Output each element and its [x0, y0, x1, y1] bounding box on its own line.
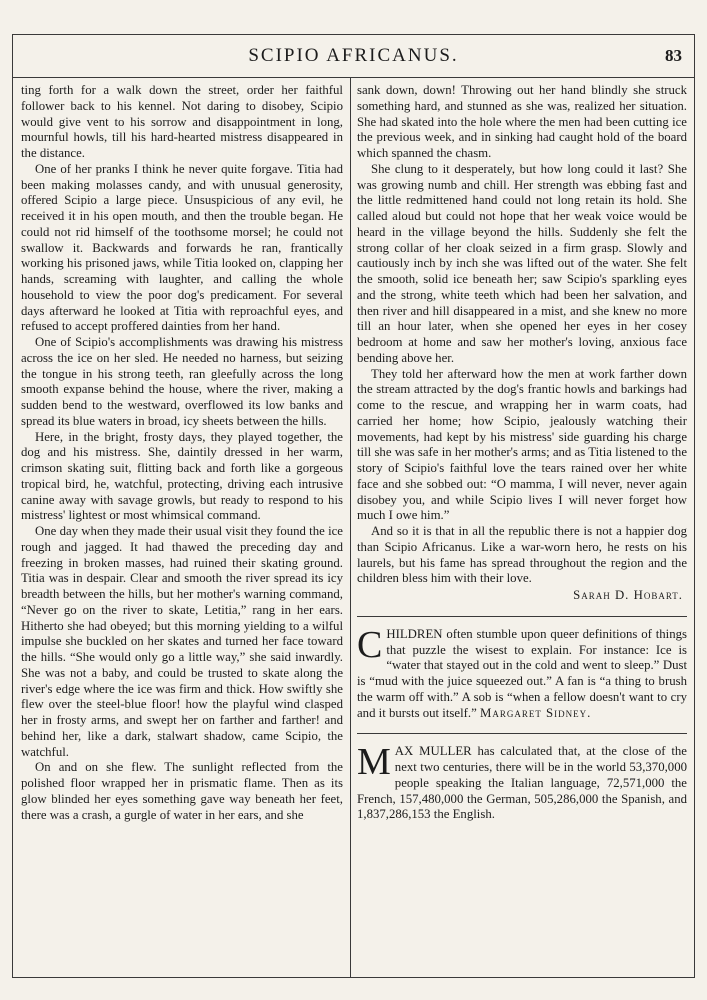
page-header: [13, 35, 694, 78]
paragraph: They told her afterward how the men at work farther down the stream attracted by the dog's frantic howls and barkings had come to the rescue, and wrapping her in warm coats, had carried her home; how Scipio, jealously watching their movements, had kept by his mistress' side guarding his charge till she was safe in her mother's arms; and as Titia listened to the story of Scipio's faithful love the tears rained over her white face and she sobbed out: “O mamma, I will never, never again disobey you, and while Scipio lives I will never forget how much I owe him.”: [357, 366, 687, 523]
paragraph: One of Scipio's accomplishments was drawing his mistress across the ice on her sled. He needed no harness, but seizing the tongue in his strong teeth, ran gleefully across the long smooth expanse behind the house, where the river, making a sudden bend to the westward, overflowed its low banks and spread its blue waters in broad, icy sheets between the hills.: [21, 335, 343, 428]
item-text: AX MULLER has calculated that, at the close of the next two centuries, there will be in the world 53,370,000 people speaking the Italian language, 72,571,000 the French, 157,480,000 the German, 505,286,000 the Spanish, and 1,837,286,153 the English.: [357, 744, 687, 822]
author-signature: Sarah D. Hobart.: [573, 588, 683, 602]
max-muller-item: [357, 741, 687, 823]
running-title: SCIPIO AFRICANUS.: [248, 45, 459, 66]
author-signature: Margaret Sidney.: [479, 705, 592, 720]
page-frame: [12, 34, 695, 978]
paragraph: Here, in the bright, frosty days, they played together, the dog and his mistress. She, daintily dressed in her warm, crimson skating suit, flitting back and forth like a gorgeous tropical bird, he, watchful, protecting, driving each intrusive canine away with savage growls, but ready to respond to his mistress' lightest or most whimsical command.: [21, 429, 343, 523]
paragraph: On and on she flew. The sunlight reflected from the polished floor wrapped her in prismatic flame. Then as its glow blinded her eyes something gave way beneath her feet, there was a crash, a gurgle of water in her ears, and she: [21, 760, 343, 822]
page-number: 83: [665, 46, 682, 65]
paragraph: One day when they made their usual visit they found the ice rough and jagged. It had thawed the preceding day and freezing in broken masses, had ruined their skating ground. Titia was in despair. Clear and smooth the river spread its icy breadth between the hills, but her mother's warning command, “Never go on the river to skate, Letitia,” rang in her ears. Hitherto she had obeyed; but this morning yielding to a wilful impulse she buckled on her skates and turned her face toward the hills. “She would only go a little way,” she said inwardly. She was not a baby, and could be trusted to skate along the river's edge where the ice was firm and thick. How swiftly she flew over the steel-blue floor! how the playful wind clasped her in frosty arms, and swept her on farther and farther! and behind her, like a dark, stalwart shadow, came Scipio, the watchful.: [21, 524, 343, 759]
drop-cap: M: [357, 741, 391, 784]
paragraph: One of her pranks I think he never quite forgave. Titia had been making molasses candy, and with unusual generosity, offered Scipio a large piece. Unsuspicious of any evil, he received it in his open mouth, and then the trouble began. He could not rid himself of the toothsome morsel; he could not swallow it. Backwards and forwards he ran, frantically working his prisoned jaws, while Titia looked on, clapping her hands, screaming with laughter, and calling the whole household to view the poor dog's predicament. For several days afterward he looked at Titia with reproachful eyes, and refused to accept proffered dainties from her hand.: [21, 161, 343, 334]
paragraph: She clung to it desperately, but how long could it last? She was growing numb and chill. Her strength was ebbing fast and the little redmittened hand could not long retain its hold. She called aloud but could not hope that her weak voice would be heard in the village beyond the hills. Suddenly she felt the strong collar of her cloak seized in a firm grasp. Slowly and cautiously inch by inch she was lifted out of the water. She felt the smooth, solid ice beneath her; saw Scipio's sparkling eyes and the strong, white teeth which had been her salvation, and then river and hill disappeared in a mist, and she knew no more till an hour later, when she opened her eyes in her cosey bedroom at home and saw her mother's loving, anxious face bending above her.: [357, 161, 687, 365]
right-column: [357, 83, 687, 823]
paragraph: ting forth for a walk down the street, order her faithful follower back to his kennel. Not daring to disobey, Scipio would give vent to his sorrow and disappointment in long, mournful howls, till his hard-hearted mistress disappeared in the distance.: [21, 83, 343, 160]
section-rule: [357, 616, 687, 617]
section-rule: [357, 733, 687, 734]
paragraph: sank down, down! Throwing out her hand blindly she struck something hard, and stunned as she was, realized her situation. She had skated into the hole where the men had been cutting ice the previous week, and in sinking had caught hold of the board which spanned the chasm.: [357, 83, 687, 160]
item-text: HILDREN often stumble upon queer definitions of things that puzzle the wisest to explain. For instance: Ice is “water that stayed out in the cold and went to sleep.” Dust is “mud with the juice squeezed out.” A fan is “a thing to brush the warm off with.” A sob is “when a fellow doesn't want to cry and it bursts out itself.”: [357, 626, 687, 720]
drop-cap: C: [357, 623, 383, 666]
children-definitions-item: [357, 623, 687, 722]
column-divider: [350, 77, 351, 977]
left-column: [21, 83, 343, 823]
paragraph: And so it is that in all the republic there is not a happier dog than Scipio Africanus. Like a war-worn hero, he rests on his laurels, but his fame has spread throughout the region and the children bless him with their love.: [357, 524, 687, 586]
